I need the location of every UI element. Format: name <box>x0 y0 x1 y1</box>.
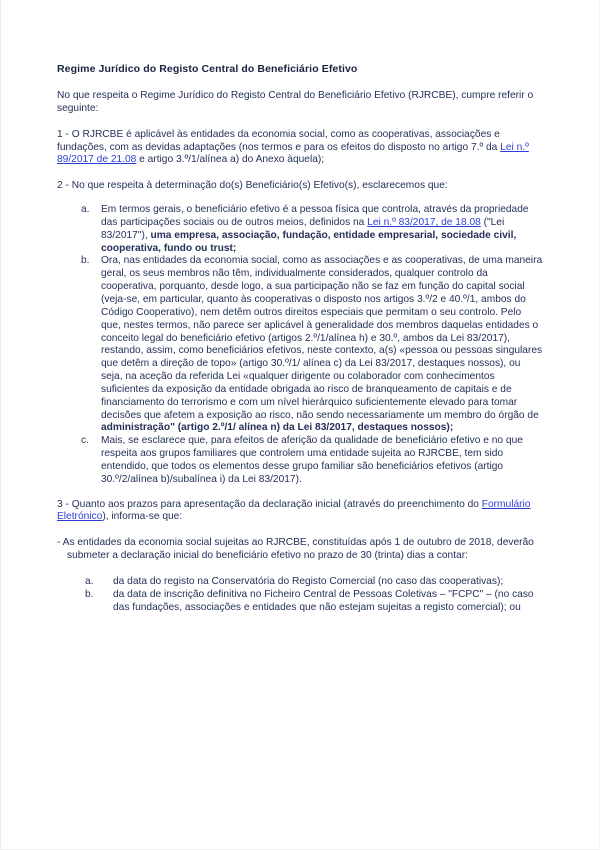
list-item-2b-part1: Ora, nas entidades da economia social, como as associações e as cooperativas, de uma maneira geral, os seus membros não têm, individualmente considerados, qualquer controlo da cooperativa, porquanto, desde logo, a sua participação não se faz em função do capital social (veja-se, em particular, quanto às cooperativas o disposto nos artigos 3.º/2 e 40.º/1, ambos do Código Cooperativo), nem detêm outros direitos especiais que permitam o seu controlo. Pelo que, nestes termos, não parece ser aplicável à generalidade dos membros daquelas entidades o conceito legal do beneficiário efetivo (artigos 2.º/1/alínea h) e 30.º, ambos da Lei 83/2017), restando, assim, como beneficiários efetivos, neste contexto, a(s) «pessoa ou pessoas singulares que detêm a direção de topo» (artigo 30.º/1/ alínea c) da Lei 83/2017, destaques nossos), ou seja, na aceção da referida Lei «qualquer dirigente ou colaborador com conhecimentos suficientes da exposição da entidade obrigada ao risco de branqueamento de capitais e de financiamento do terrorismo e com um nível hierárquico suficientemente elevado para tomar decisões que afetem a exposição ao risco, não sendo necessariamente um membro do órgão de <box>101 255 543 421</box>
list-item-3a <box>85 576 543 589</box>
item-3-text-after-link: ), informa-se que: <box>102 511 183 523</box>
paragraph-item-3 <box>57 499 543 525</box>
list-marker-2b: b. <box>81 255 90 267</box>
list-marker-2c: c. <box>81 435 89 447</box>
item-3-text-before-link: Quanto aos prazos para apresentação da declaração inicial (através do preenchimento do <box>71 498 482 510</box>
item-1-text-before-link: O RJRCBE é aplicável às entidades da economia social, como as cooperativas, associações e fundações, com as devidas adaptações (nos termos e para os efeitos do disposto no artigo 7.º da <box>57 128 501 153</box>
paragraph-item-2-lead <box>57 180 543 193</box>
item-1-number: 1 - <box>57 128 72 140</box>
document-body <box>57 62 543 615</box>
paragraph-item-1 <box>57 129 543 168</box>
item-2-lead-text: No que respeita à determinação do(s) Beneficiário(s) Efetivo(s), esclarecemos que: <box>71 180 448 192</box>
list-item-2a-part2: ("Lei 83/2017"), <box>101 216 505 241</box>
page-title: Regime Jurídico do Registo Central do Beneficiário Efetivo <box>57 63 358 75</box>
list-item-2c-text: Mais, se esclarece que, para efeitos de aferição da qualidade de beneficiário efetivo e no que respeita aos grupos familiares que controlem uma entidade sujeita ao RJRCBE, tem sido entendido, que todos os elementos desse grupo familiar são beneficiários efetivos (artigo 30.º/2/alínea b)/subalínea i) da Lei 83/2017). <box>101 435 523 485</box>
link-lei-83-2017[interactable]: Lei n.º 83/2017, de 18.08 <box>367 216 481 228</box>
list-marker-2a: a. <box>81 204 90 216</box>
list-item-2c <box>81 435 543 486</box>
link-formulario-eletronico[interactable]: Formulário Eletrónico <box>57 498 531 523</box>
item-3-number: 3 - <box>57 498 72 510</box>
list-item-2a-bold: uma empresa, associação, fundação, entidade empresarial, sociedade civil, cooperativa, fundo ou trust; <box>101 229 517 254</box>
intro-paragraph: No que respeita o Regime Jurídico do Registo Central do Beneficiário Efetivo (RJRCBE), cumpre referir o seguinte: <box>57 90 534 114</box>
list-marker-3b: b. <box>85 588 94 600</box>
list-item-2-alpha <box>57 204 543 487</box>
list-item-2a-part1: Em termos gerais, o beneficiário efetivo é a pessoa física que controla, através da propriedade das participações sociais ou de outros meios, definidos na <box>101 204 529 228</box>
list-item-2b <box>81 255 543 435</box>
list-item-3b-text: da data de inscrição definitiva no Ficheiro Central de Pessoas Coletivas – "FCPC" – (no caso das fundações, associações e entidades que não estejam sujeitas a registo comercial); ou <box>113 588 534 613</box>
list-item-3-alpha <box>57 576 543 615</box>
list-marker-3a: a. <box>85 576 94 587</box>
item-1-text-after-link: e artigo 3.º/1/alínea a) do Anexo àquela); <box>136 154 325 166</box>
list-item-3a-text: da data do registo na Conservatória do Registo Comercial (no caso das cooperativas); <box>113 576 504 587</box>
item-2-number: 2 - <box>57 180 72 192</box>
paragraph-item-3-dash: - As entidades da economia social sujeitas ao RJRCBE, constituídas após 1 de outubro de 2018, deverão submeter a declaração inicial do beneficiário efetivo no prazo de 30 (trinta) dias a contar: <box>57 537 534 562</box>
list-item-2b-bold: administração" (artigo 2.º/1/ alínea n) da Lei 83/2017, destaques nossos); <box>101 422 454 434</box>
link-lei-89-2017[interactable]: Lei n.º 89/2017 de 21.08 <box>57 141 529 166</box>
list-item-3b <box>85 589 543 615</box>
list-item-2a <box>81 204 543 255</box>
